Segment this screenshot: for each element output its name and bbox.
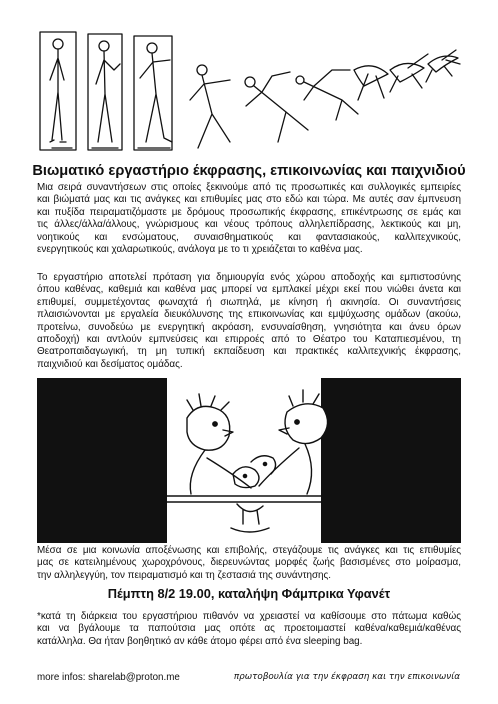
context-paragraph bbox=[37, 545, 461, 582]
context-line: την αλληλεγγύη, τον πειραματισμό και τη ζεστασιά της συνάντησης. bbox=[37, 569, 332, 581]
context-line: Μέσα σε μια κοινωνία αποξένωσης και επιβολής, στεγάζουμε τις ανάγκες και τις επιθυμίες bbox=[37, 545, 461, 556]
workshop-line: αποδοχή) και αντλούν εμπνεύσεις και επιρροές από το Θέατρο του Καταπιεσμένου, τη bbox=[37, 334, 461, 346]
workshop-line: πλαισιώνονται με εργαλεία διευκόλυνσης της επικοινωνίας και εμψύχωσης ομάδων (ακούω, bbox=[37, 309, 461, 321]
footnote-line: κατάλληλα. Θα ήταν βοηθητικό αν κάθε άτομο φέρει από ένα sleeping bag. bbox=[37, 635, 363, 647]
workshop-line: προτείνω, συνοδεύω με ενεργητική ακρόαση, ενσυναίσθηση, γνησιότητα και άνευ όρων bbox=[37, 321, 461, 333]
intro-line: Μια σειρά συναντήσεων στις οποίες ξεκινούμε από τις προσωπικές και συλλογικές εμπειρίες bbox=[37, 182, 461, 193]
intro-line: τις άλλες/άλλα/άλλους, γνώρισμους και νέους τρόπους αλληλεπίδρασης, λεκτικούς και μη, bbox=[37, 219, 461, 231]
two-figures-window-drawing bbox=[37, 378, 461, 543]
workshop-line: Θεατροπαιδαγωγική, τη μη τυπική εκπαίδευση και πρακτικές καλλιτεχνικής έκφρασης, bbox=[37, 346, 461, 358]
intro-line: και βιώματά μας και τις ανάγκες και επιθυμίες μας στο εδώ και τώρα. Με αυτές σαν έμπνευση bbox=[37, 194, 461, 206]
contact-email[interactable]: more infos: sharelab@proton.me bbox=[37, 672, 180, 683]
footnote bbox=[37, 611, 461, 648]
intro-line: νοητικούς και ενσώματους, συναισθηματικούς και φαντασιακούς, καλλιτεχνικούς, bbox=[37, 231, 461, 243]
initiative-signature: πρωτοβουλία για την έκφραση και την επικοινωνία bbox=[233, 672, 460, 682]
workshop-line: Το εργαστήριο αποτελεί πρόταση για δημιουργία ενός χώρου αποδοχής και εμπιστοσύνης bbox=[37, 272, 461, 283]
footnote-line: *κατά τη διάρκεια του εργαστήριου πιθανόν να χρειαστεί να καθίσουμε στο πάτωμα καθώς bbox=[37, 611, 461, 622]
context-line: μας σε κατειλημένους χωροχρόνους, διερευνώντας μορφές ζωής βασισμένες στο μοίρασμα, bbox=[37, 557, 461, 569]
workshop-paragraph bbox=[37, 272, 461, 371]
workshop-line: όπου καθένας, καθεμιά και καθένα μας μπορεί να εμπλακεί μέχρι εκεί που νιώθει άνετα και bbox=[37, 284, 461, 296]
page-title: Βιωματικό εργαστήριο έκφρασης, επικοινωνίας και παιχνιδιού bbox=[32, 163, 466, 179]
workshop-line: επιθυμεί, συμμετέχοντας φωναχτά ή σιωπηλά, με κίνηση ή ακινησία. Οι συναντήσεις bbox=[37, 296, 461, 308]
workshop-line: παιχνιδιού και δεσίματος ομάδας. bbox=[37, 358, 183, 370]
intro-line: ενεργητικούς και χαλαρωτικούς, ανάλογα με το τι χρειάζεται το καθένα μας. bbox=[37, 244, 363, 256]
intro-paragraph bbox=[37, 182, 461, 256]
event-date-location: Πέμπτη 8/2 19.00, καταλήψη Φάμπρικα Υφανέτ bbox=[107, 586, 391, 601]
intro-line: και πυξίδα πειραματιζόμαστε με δρόμους προσωπικής έκφρασης, επικέντρωσης σε εμάς και bbox=[37, 206, 461, 218]
figures-to-birds-drawing bbox=[32, 30, 462, 158]
footnote-line: και να βγάλουμε τα παπούτσια μας οπότε ας προετοιμαστεί καθένα/καθεμιά/καθένας bbox=[37, 623, 461, 635]
